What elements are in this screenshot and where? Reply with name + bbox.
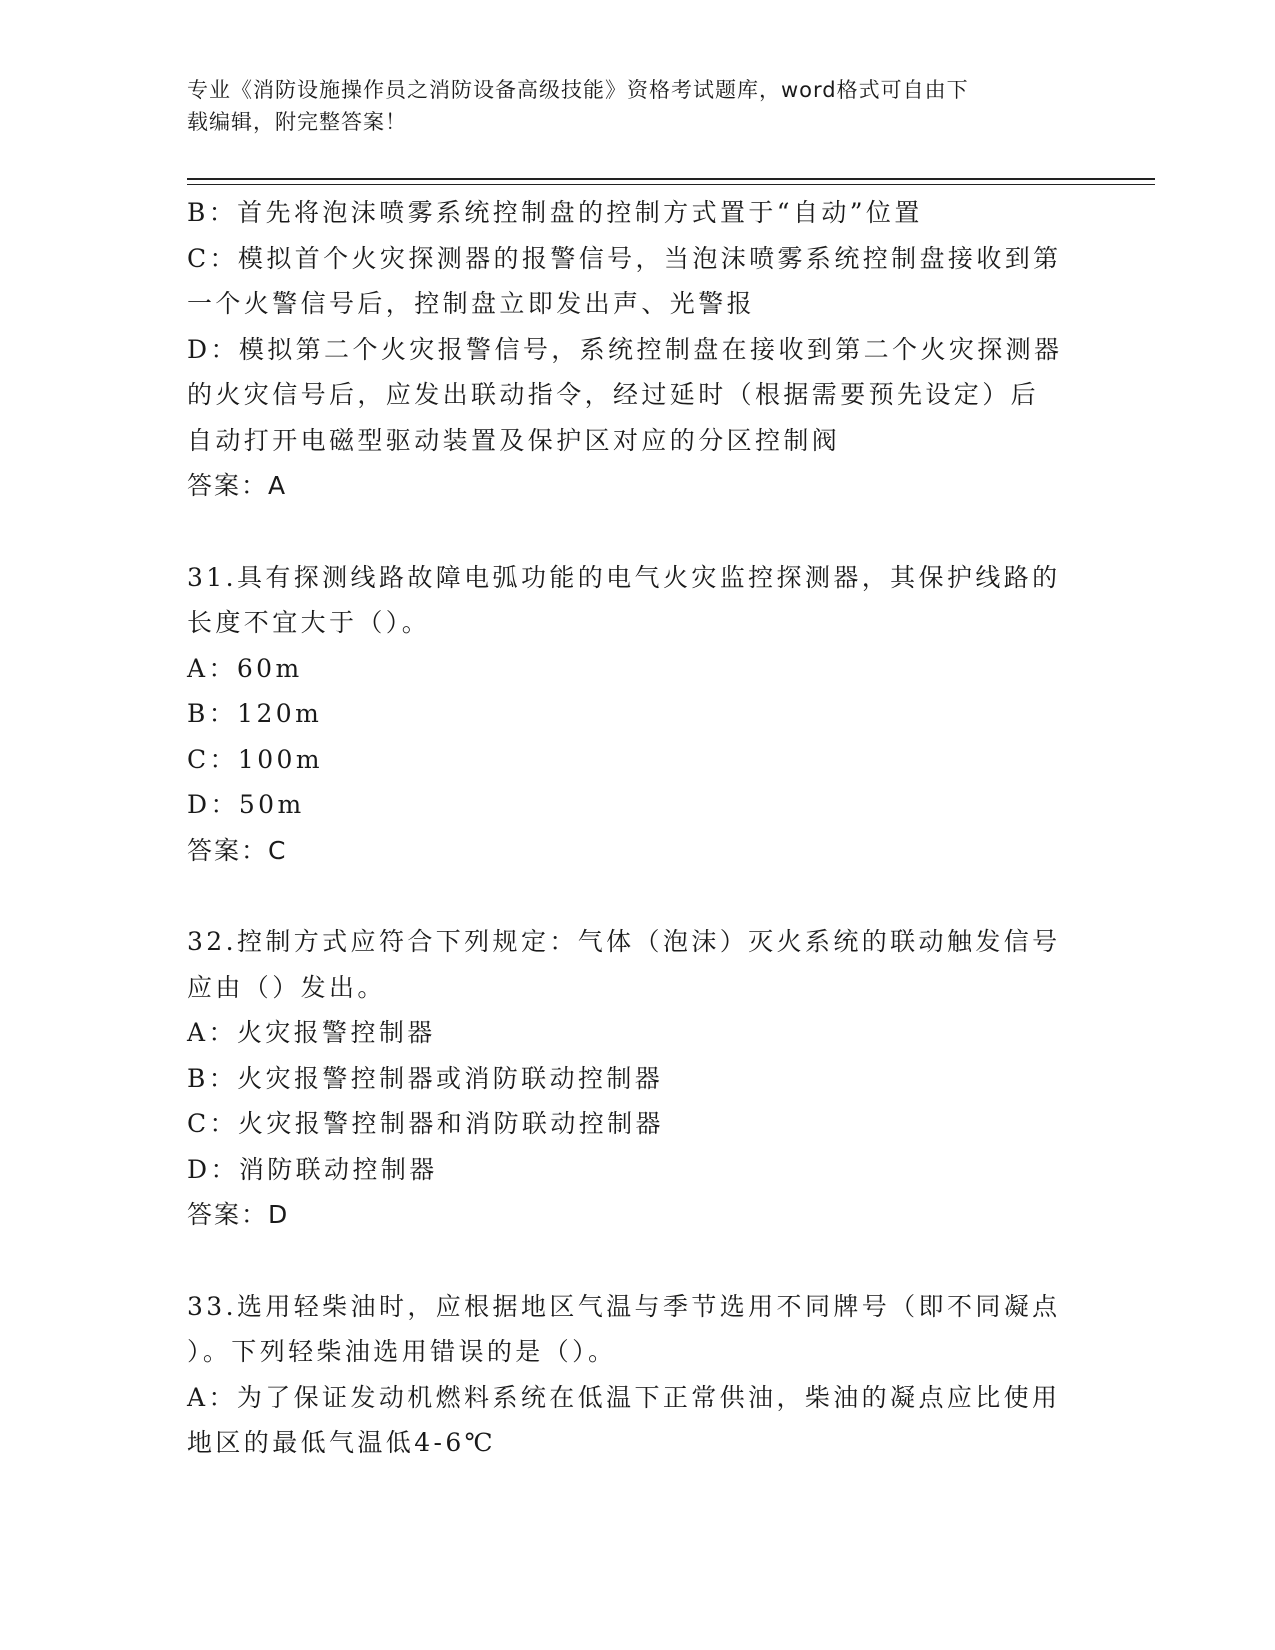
spacer [187, 873, 1087, 919]
header-rule-thick [187, 178, 1155, 180]
option-a: A：火灾报警控制器 [187, 1018, 436, 1047]
option-a: A：为了保证发动机燃料系统在低温下正常供油，柴油的凝点应比使用 [187, 1382, 1061, 1412]
spacer [187, 509, 1087, 555]
question-stem: 33.选用轻柴油时，应根据地区气温与季节选用不同牌号（即不同凝点 [187, 1291, 1061, 1321]
option-d-continued: 自动打开电磁型驱动装置及保护区对应的分区控制阀 [187, 425, 841, 455]
option-c-continued: 一个火警信号后，控制盘立即发出声、光警报 [187, 289, 756, 318]
question-stem-continued: 长度不宜大于（）。 [187, 608, 431, 637]
question-content [187, 190, 1087, 1466]
option-b: B：首先将泡沫喷雾系统控制盘的控制方式置于“自动”位置 [187, 198, 923, 227]
option-d: D：消防联动控制器 [187, 1154, 438, 1184]
prev-question-block [187, 190, 1087, 509]
answer-label: 答案：A [187, 471, 288, 500]
answer-label: 答案：D [187, 1200, 290, 1229]
option-d-continued: 的火灾信号后，应发出联动指令，经过延时（根据需要预先设定）后 [187, 380, 1040, 409]
answer-label: 答案：C [187, 835, 288, 865]
question-stem-continued: ）。下列轻柴油选用错误的是（）。 [187, 1337, 617, 1366]
question-stem-continued: 应由（）发出。 [187, 972, 386, 1002]
option-c: C：100m [187, 744, 323, 774]
option-a-continued: 地区的最低气温低4-6℃ [187, 1428, 497, 1457]
question-33-block [187, 1284, 1087, 1466]
option-c: C：火灾报警控制器和消防联动控制器 [187, 1109, 664, 1138]
document-header [187, 74, 1067, 138]
option-b: B：120m [187, 699, 323, 728]
question-31-block [187, 555, 1087, 874]
question-32-block [187, 919, 1087, 1238]
option-c: C：模拟首个火灾探测器的报警信号，当泡沫喷雾系统控制盘接收到第 [187, 243, 1062, 273]
spacer [187, 1238, 1087, 1284]
option-a: A：60m [187, 653, 303, 683]
header-line-2: 载编辑，附完整答案！ [187, 110, 407, 134]
question-stem: 32.控制方式应符合下列规定：气体（泡沫）灭火系统的联动触发信号 [187, 927, 1061, 956]
header-rule-thin [187, 184, 1155, 185]
option-b: B：火灾报警控制器或消防联动控制器 [187, 1063, 664, 1093]
header-line-1: 专业《消防设施操作员之消防设备高级技能》资格考试题库，word格式可自由下 [187, 78, 969, 102]
option-d: D：50m [187, 790, 305, 819]
option-d: D：模拟第二个火灾报警信号，系统控制盘在接收到第二个火灾探测器 [187, 334, 1063, 364]
question-stem: 31.具有探测线路故障电弧功能的电气火灾监控探测器，其保护线路的 [187, 562, 1061, 592]
